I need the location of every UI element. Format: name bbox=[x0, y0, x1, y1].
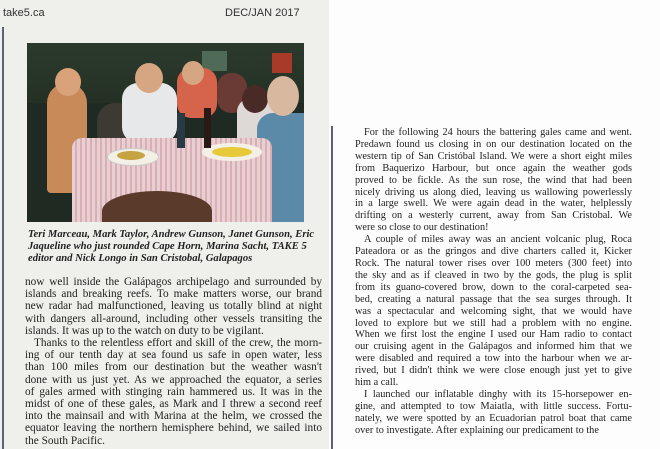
text-line: ing of our tenth day at sea found us safe in open water, less bbox=[25, 349, 322, 362]
site-name: take5.ca bbox=[3, 7, 45, 19]
text-line: were disabled and required a tow into the harbour when we ar- bbox=[355, 353, 632, 365]
paragraph bbox=[25, 337, 322, 447]
photo-caption bbox=[28, 229, 318, 266]
text-line: proved to be fickle. As the sun rose, the wind that had been bbox=[355, 174, 632, 186]
text-line: over to investigate. After explaining our predicament to the bbox=[355, 424, 599, 436]
paragraph bbox=[25, 276, 322, 337]
caption-line: editor and Nick Longo in San Cristobal, Galapagos bbox=[28, 253, 253, 265]
text-line: Rock. The natural tower rises over 100 meters (300 feet) into bbox=[355, 257, 632, 269]
text-line: rived, but I didn't think we were close enough just yet to give bbox=[355, 365, 632, 377]
text-line: were so close to our destination! bbox=[355, 222, 489, 234]
text-line: western tip of San Cristóbal Island. We were a short eight miles bbox=[355, 150, 632, 162]
text-line: For the following 24 hours the battering gales came and went. bbox=[364, 127, 632, 138]
text-line: Predawn found us closing in on our destination located on the bbox=[355, 138, 632, 150]
page-border-rule bbox=[2, 27, 4, 449]
text-line: our cruising agent in the Galápagos and informed him that we bbox=[355, 341, 632, 353]
left-article-column bbox=[25, 276, 322, 447]
left-page bbox=[0, 0, 329, 449]
page-border-rule bbox=[331, 126, 333, 449]
text-line: midst of one of these gales, as Mark and I threw a second reef bbox=[25, 398, 322, 411]
text-line: new radar had malfunctioned, leaving us totally blind at night bbox=[25, 300, 322, 313]
text-line: the South Pacific. bbox=[25, 434, 106, 447]
text-line: in a large swell. We were again dead in the water, helplessly bbox=[355, 198, 632, 210]
text-line: was a spectacular and welcoming sight, that we would have bbox=[355, 305, 632, 317]
text-line: Thanks to the relentless effort and skill of the crew, the morn- bbox=[34, 337, 322, 350]
text-line: the sky and as if cleaved in two by the gods, the plug is split bbox=[355, 269, 632, 281]
caption-line: Jaqueline who just rounded Cape Horn, Marina Sacht, TAKE 5 bbox=[28, 241, 307, 253]
paragraph bbox=[355, 234, 632, 389]
text-line: islands and breaking reefs. To make matters worse, our brand bbox=[25, 288, 322, 301]
text-line: done with us just yet. As we approached the equator, a series bbox=[25, 373, 322, 386]
text-line: gine, and attempted to tow Maiatla, with little success. Fortu- bbox=[355, 400, 632, 412]
text-line: bed, creating a natural passage that the sea surges through. It bbox=[355, 293, 632, 305]
text-line: nicely driving us along died, leaving us wallowing powerlessly bbox=[355, 186, 632, 198]
issue-date: DEC/JAN 2017 bbox=[225, 7, 300, 19]
text-line: than 100 miles from our destination but the weather wasn't bbox=[25, 361, 322, 374]
paragraph bbox=[355, 127, 632, 234]
text-line: with dangers all-around, including other vessels transiting the bbox=[25, 312, 322, 325]
text-line: equator leaving the northern hemisphere behind, we sailed into bbox=[25, 422, 322, 435]
paragraph bbox=[355, 389, 632, 437]
group-dinner-photo bbox=[27, 43, 304, 222]
text-line: I launched our inflatable dinghy with its 15-horsepower en- bbox=[364, 388, 632, 400]
text-line: loved to explore but we still had a problem with no engine. bbox=[355, 317, 632, 329]
right-article-column bbox=[355, 127, 632, 437]
text-line: A couple of miles away was an ancient volcanic plug, Roca bbox=[364, 234, 632, 246]
text-line: islands. It was up to the watch on duty to be vigilant. bbox=[25, 324, 264, 337]
text-line: him a call. bbox=[355, 377, 399, 389]
text-line: from Baquerizo Harbour, but once again the weather gods bbox=[355, 162, 632, 174]
text-line: Pateadora or as the gringos and dive charters called it, Kicker bbox=[355, 246, 632, 258]
text-line: from its guano-covered brow, down to the coral-carpeted sea- bbox=[355, 281, 632, 293]
text-line: into the mainsail and with Marina at the helm, we crossed the bbox=[25, 410, 322, 423]
text-line: When we first lost the engine I used our Ham radio to contact bbox=[355, 329, 632, 341]
text-line: of gales armed with stinging rain hammered us. It was in the bbox=[25, 385, 322, 398]
text-line: now well inside the Galápagos archipelago and surrounded by bbox=[25, 276, 322, 288]
text-line: nately, we were spotted by an Ecuadorian patrol boat that came bbox=[355, 412, 632, 424]
text-line: drifting on a westerly current, away from San Cristobal. We bbox=[355, 210, 632, 222]
caption-line: Teri Marceau, Mark Taylor, Andrew Gunson, Janet Gunson, Eric bbox=[28, 229, 315, 240]
